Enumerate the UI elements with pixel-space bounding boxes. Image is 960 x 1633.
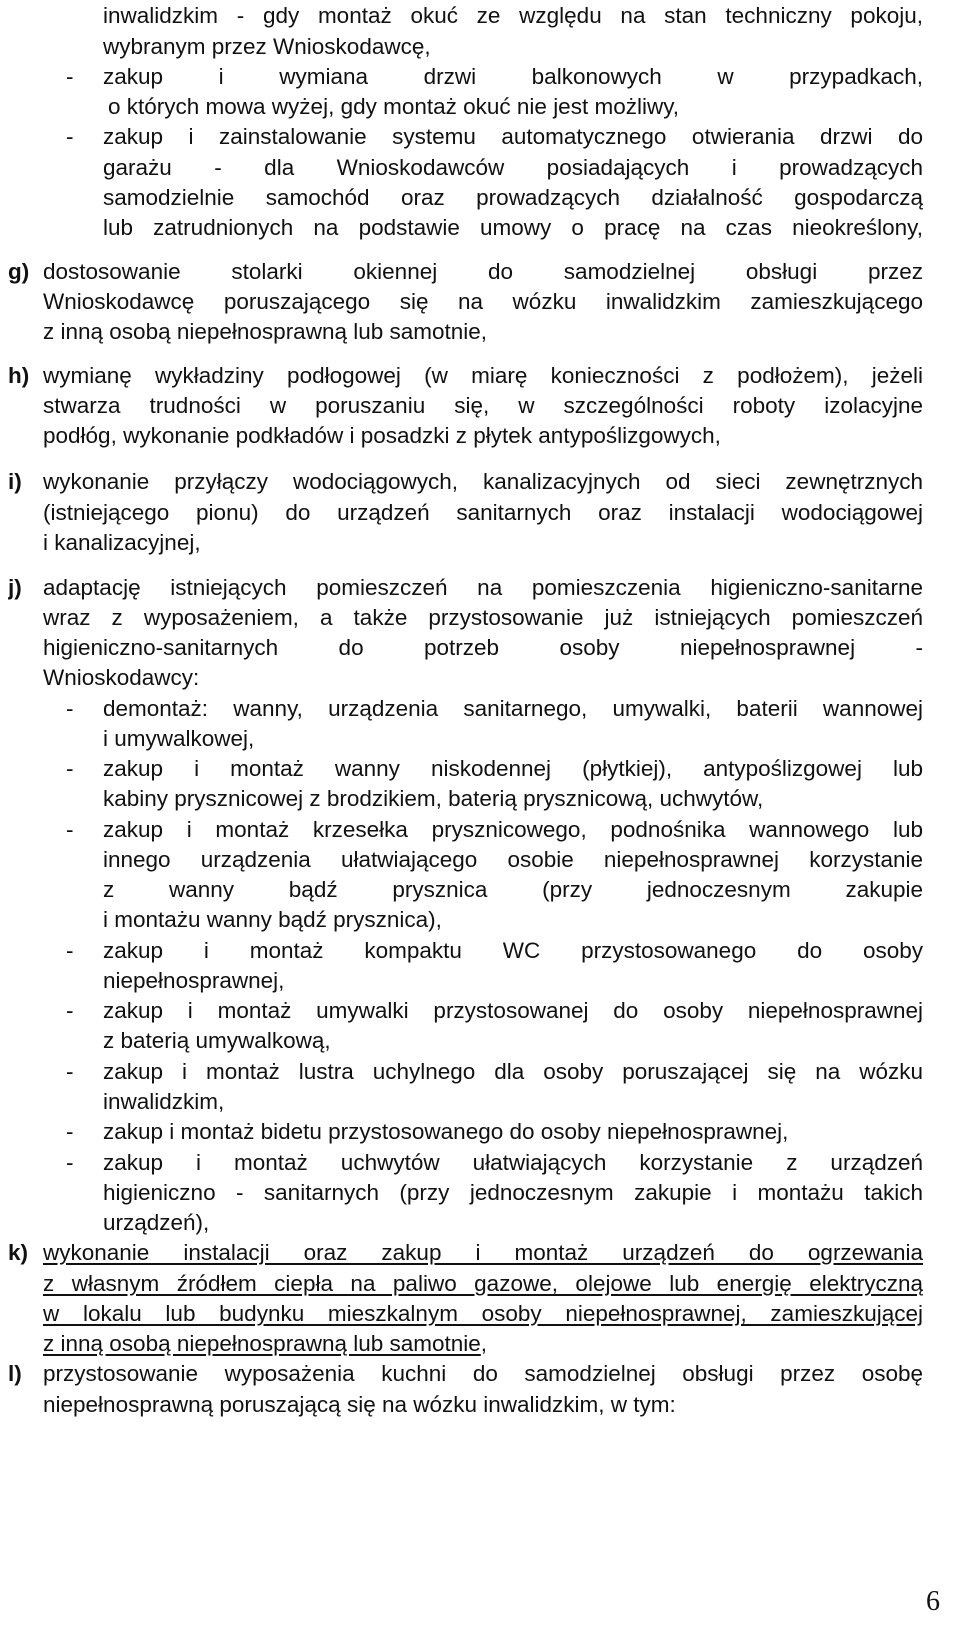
bullet-dash: - [66,938,74,963]
text-line: przystosowanie wyposażenia kuchni do samodzielnej obsługi przez osobę [43,1361,923,1386]
text-line: lub zatrudnionych na podstawie umowy o pracę na czas nieokreślony, [103,215,923,240]
text-line: zakup i montaż umywalki przystosowanej do osoby niepełnosprawnej [103,998,923,1023]
item-label-j: j) [8,575,22,600]
text-line: z baterią umywalkową, [103,1028,331,1053]
text-line-underlined: w lokalu lub budynku mieszkalnym osoby niepełnosprawnej, zamieszkującej [43,1301,923,1326]
bullet-dash: - [66,64,74,89]
bullet-dash: - [66,1119,74,1144]
text-line: higieniczno - sanitarnych (przy jednoczesnym zakupie i montażu takich [103,1180,923,1205]
text-line: niepełnosprawnej, [103,968,285,993]
text-line: zakup i wymiana drzwi balkonowych w przypadkach, [103,64,923,89]
text-line: zakup i montaż bidetu przystosowanego do osoby niepełnosprawnej, [103,1119,789,1144]
item-label-i: i) [8,469,22,494]
bullet-dash: - [66,1150,74,1175]
text-line: wybranym przez Wnioskodawcę, [103,34,431,59]
text-line: inwalidzkim - gdy montaż okuć ze względu na stan techniczny pokoju, [103,3,923,28]
bullet-dash: - [66,817,74,842]
text-line: niepełnosprawną poruszającą się na wózku inwalidzkim, w tym: [43,1392,676,1417]
text-line: urządzeń), [103,1210,210,1235]
bullet-dash: - [66,756,74,781]
text-line: zakup i montaż wanny niskodennej (płytkiej), antypoślizgowej lub [103,756,923,781]
text-line: garażu - dla Wnioskodawców posiadających i prowadzących [103,155,923,180]
text-line [43,1328,923,1360]
underlined-text: z inną osobą niepełnosprawną lub samotnie [43,1331,481,1356]
text-line: samodzielnie samochód oraz prowadzących działalność gospodarczą [103,185,923,210]
text-line: zakup i montaż kompaktu WC przystosowanego do osoby [103,938,923,963]
text-line: (istniejącego pionu) do urządzeń sanitarnych oraz instalacji wodociągowej [43,500,923,525]
text-line: higieniczno-sanitarnych do potrzeb osoby niepełnosprawnej - [43,635,923,660]
text-line: zakup i montaż lustra uchylnego dla osoby poruszającej się na wózku [103,1059,923,1084]
text-line: dostosowanie stolarki okiennej do samodzielnej obsługi przez [43,259,923,284]
text-line: z wanny bądź prysznica (przy jednoczesnym zakupie [103,877,923,902]
item-label-l: l) [8,1361,22,1386]
item-label-k: k) [8,1240,29,1265]
text-line-underlined: wykonanie instalacji oraz zakup i montaż urządzeń do ogrzewania [43,1240,923,1265]
text-line: adaptację istniejących pomieszczeń na pomieszczenia higieniczno-sanitarne [43,575,923,600]
text-line: wymianę wykładziny podłogowej (w miarę konieczności z podłożem), jeżeli [43,363,923,388]
page-number: 6 [926,1586,940,1617]
text-line: stwarza trudności w poruszaniu się, w szczególności roboty izolacyjne [43,393,923,418]
text-line: kabiny prysznicowej z brodzikiem, baterią prysznicową, uchwytów, [103,786,764,811]
text-line: zakup i zainstalowanie systemu automatycznego otwierania drzwi do [103,124,923,149]
text-line-underlined: z własnym źródłem ciepła na paliwo gazowe, olejowe lub energię elektryczną [43,1271,923,1296]
text-line: innego urządzenia ułatwiającego osobie niepełnosprawnej korzystanie [103,847,923,872]
text-line: demontaż: wanny, urządzenia sanitarnego, umywalki, baterii wannowej [103,696,923,721]
bullet-dash: - [66,696,74,721]
comma: , [480,1331,488,1356]
text-line: z inną osobą niepełnosprawną lub samotnie, [43,319,488,344]
bullet-dash: - [66,124,74,149]
item-label-h: h) [8,363,30,388]
text-line: Wnioskodawcę poruszającego się na wózku inwalidzkim zamieszkującego [43,289,923,314]
text-line: wykonanie przyłączy wodociągowych, kanalizacyjnych od sieci zewnętrznych [43,469,923,494]
text-line: i montażu wanny bądź prysznica), [103,907,442,932]
text-line: inwalidzkim, [103,1089,225,1114]
text-line: zakup i montaż uchwytów ułatwiających korzystanie z urządzeń [103,1150,923,1175]
bullet-dash: - [66,1059,74,1084]
item-label-g: g) [8,259,30,284]
bullet-dash: - [66,998,74,1023]
text-line: o których mowa wyżej, gdy montaż okuć nie jest możliwy, [108,94,680,119]
text-line: Wnioskodawcy: [43,665,200,690]
text-line: zakup i montaż krzesełka prysznicowego, podnośnika wannowego lub [103,817,923,842]
text-line: podłóg, wykonanie podkładów i posadzki z płytek antypoślizgowych, [43,423,721,448]
text-line: i umywalkowej, [103,726,255,751]
text-line: wraz z wyposażeniem, a także przystosowanie już istniejących pomieszczeń [43,605,923,630]
text-line: i kanalizacyjnej, [43,530,201,555]
